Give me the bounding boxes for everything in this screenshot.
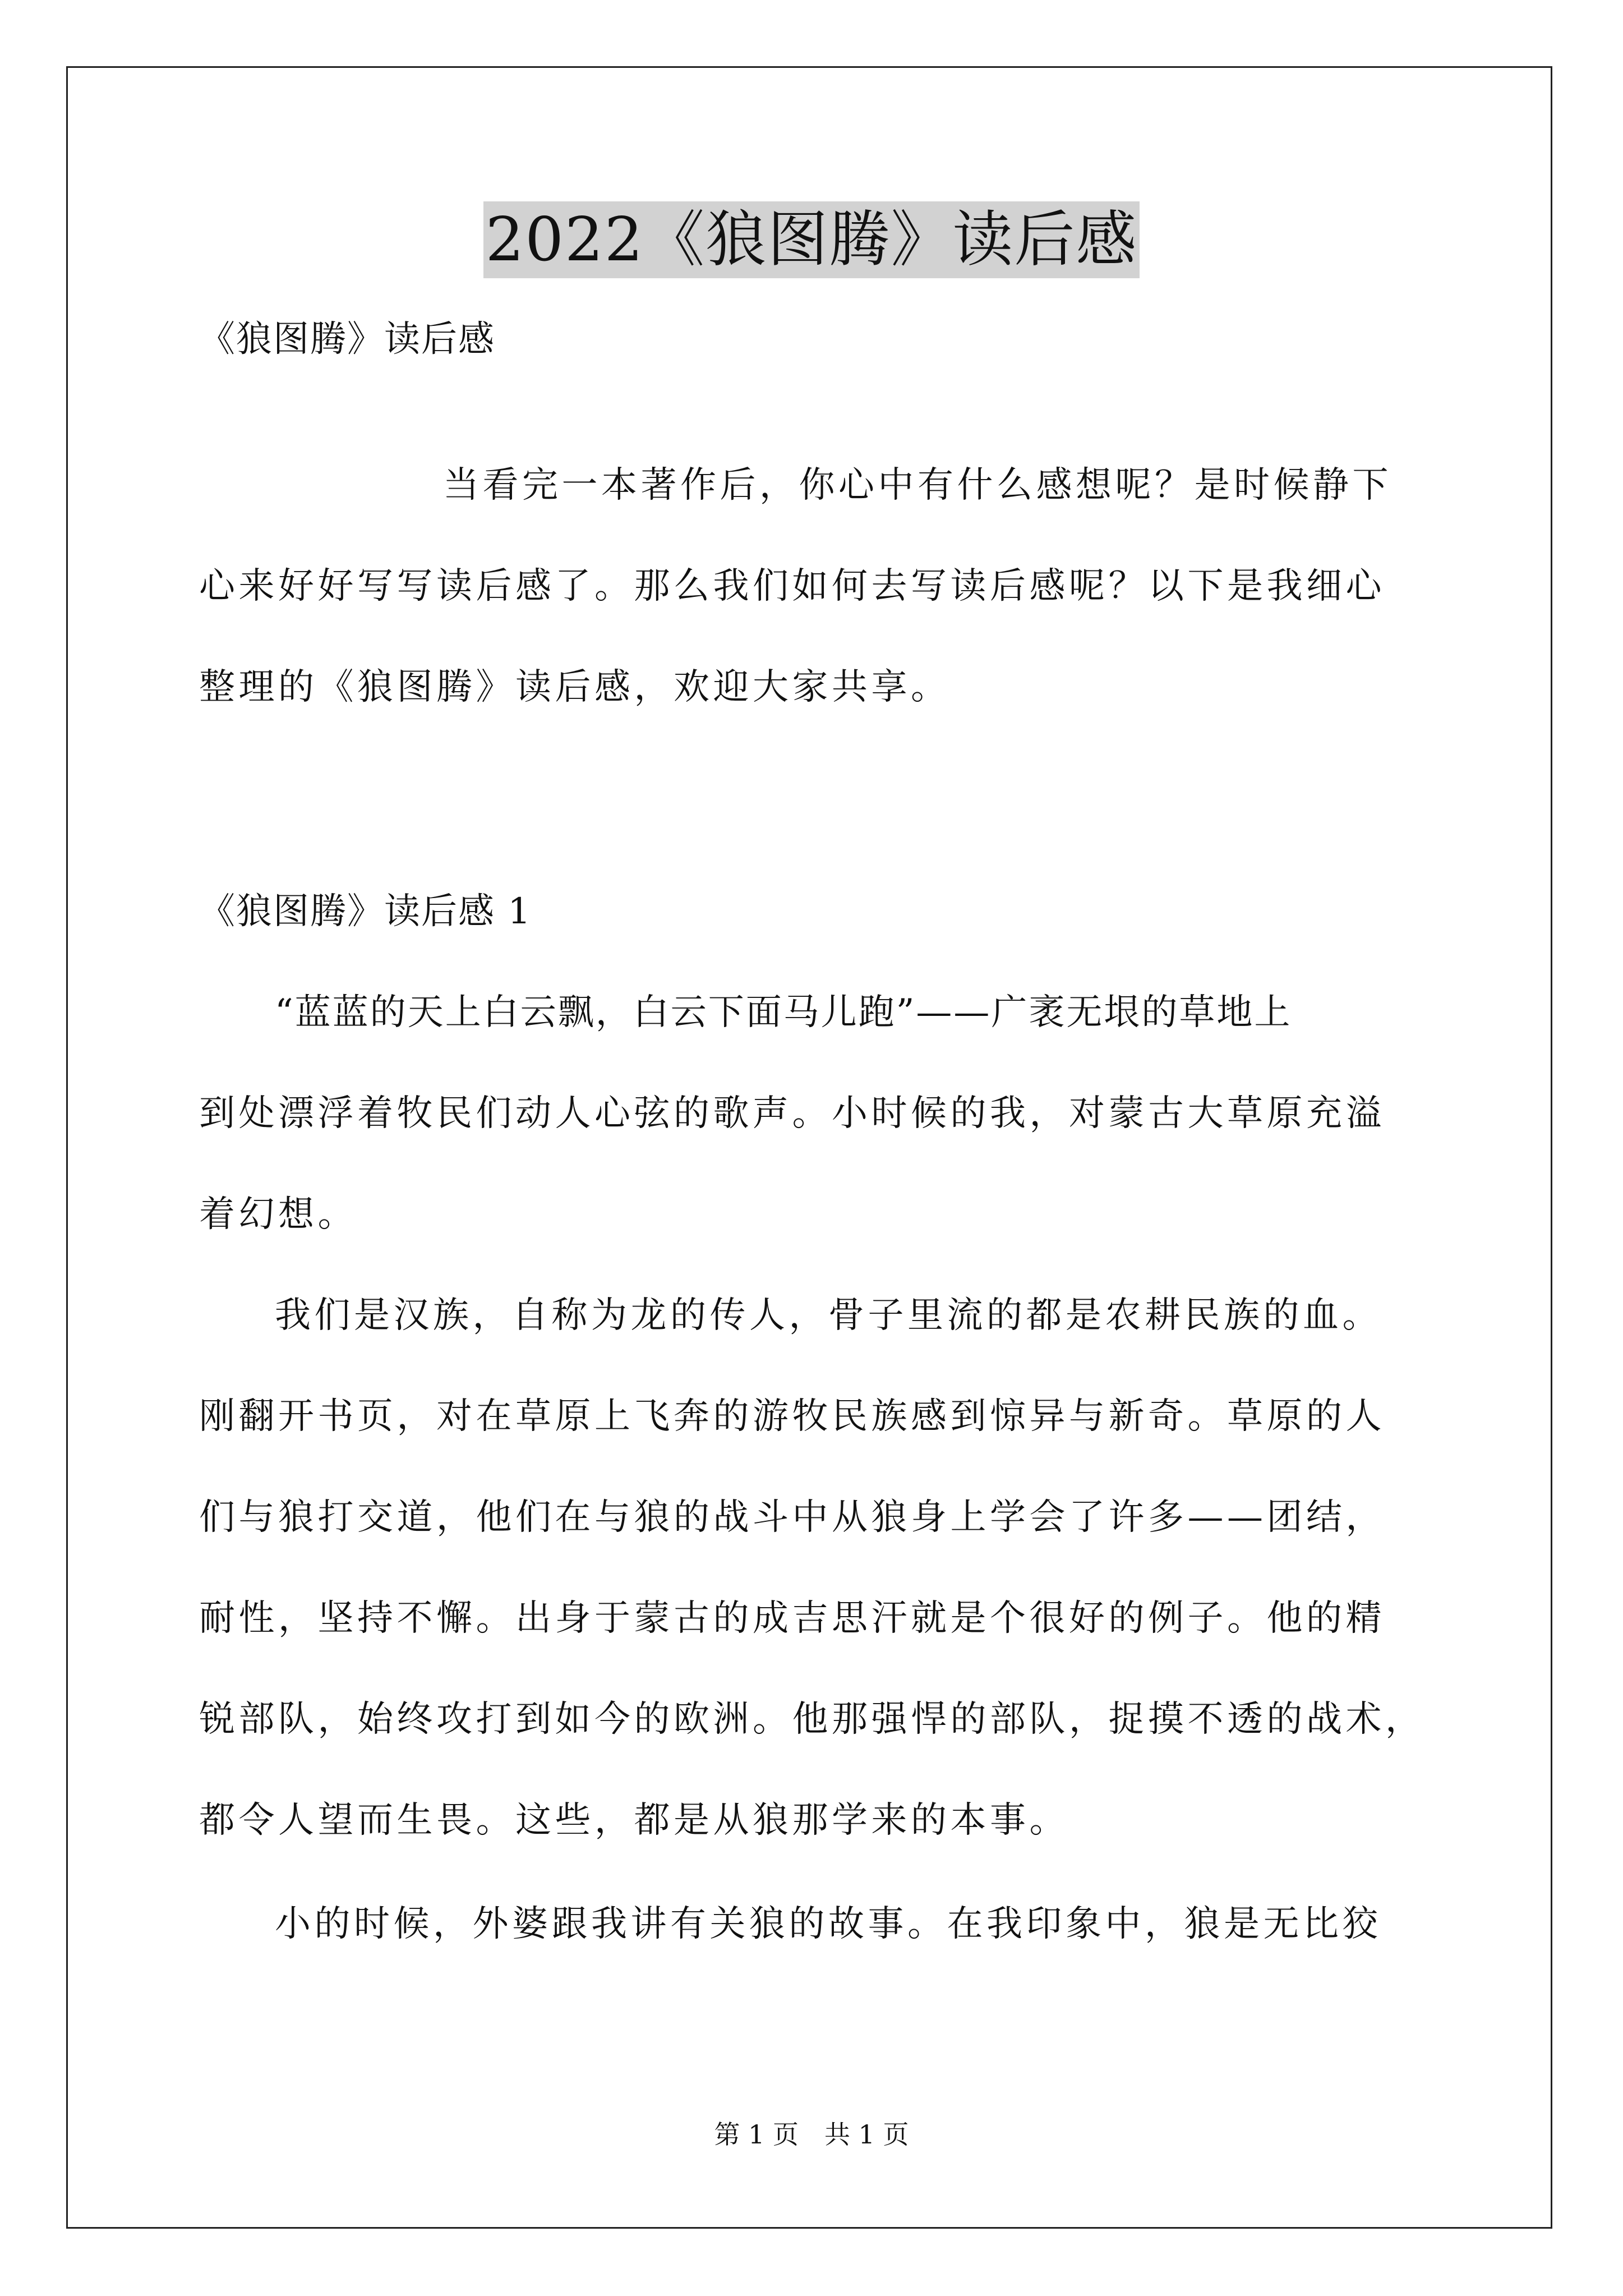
subtitle: 《狼图腾》读后感 [199, 319, 495, 360]
section-heading: 《狼图腾》读后感 1 [199, 891, 532, 932]
document-title [0, 201, 1623, 279]
intro-line-1: 当看完一本著作后，你心中有什么感想呢？是时候静下 [443, 464, 1392, 506]
intro-line-3: 整理的《狼图腾》读后感，欢迎大家共享。 [199, 666, 951, 708]
intro-line-2: 心来好好写写读后感了。那么我们如何去写读后感呢？以下是我细心 [199, 565, 1385, 607]
paragraph1-line-1: “蓝蓝的天上白云飘，白云下面马儿跑”——广袤无垠的草地上 [275, 992, 1292, 1033]
page-footer: 第 1 页 共 1 页 [714, 2119, 909, 2150]
paragraph2-line-6: 都令人望而生畏。这些，都是从狼那学来的本事。 [199, 1800, 1069, 1841]
document-title-text: 2022《狼图腾》读后感 [483, 201, 1140, 278]
paragraph1-line-3: 着幻想。 [199, 1194, 357, 1235]
paragraph2-line-2: 刚翻开书页，对在草原上飞奔的游牧民族感到惊异与新奇。草原的人 [199, 1396, 1385, 1437]
paragraph2-line-4: 耐性，坚持不懈。出身于蒙古的成吉思汗就是个很好的例子。他的精 [199, 1598, 1385, 1639]
paragraph2-line-3: 们与狼打交道，他们在与狼的战斗中从狼身上学会了许多——团结， [199, 1497, 1385, 1538]
paragraph1-line-2: 到处漂浮着牧民们动人心弦的歌声。小时候的我，对蒙古大草原充溢 [199, 1093, 1385, 1134]
paragraph3-line-1: 小的时候，外婆跟我讲有关狼的故事。在我印象中，狼是无比狡 [275, 1903, 1382, 1945]
paragraph2-line-5: 锐部队，始终攻打到如今的欧洲。他那强悍的部队，捉摸不透的战术， [199, 1699, 1425, 1740]
paragraph2-line-1: 我们是汉族，自称为龙的传人，骨子里流的都是农耕民族的血。 [275, 1295, 1382, 1336]
